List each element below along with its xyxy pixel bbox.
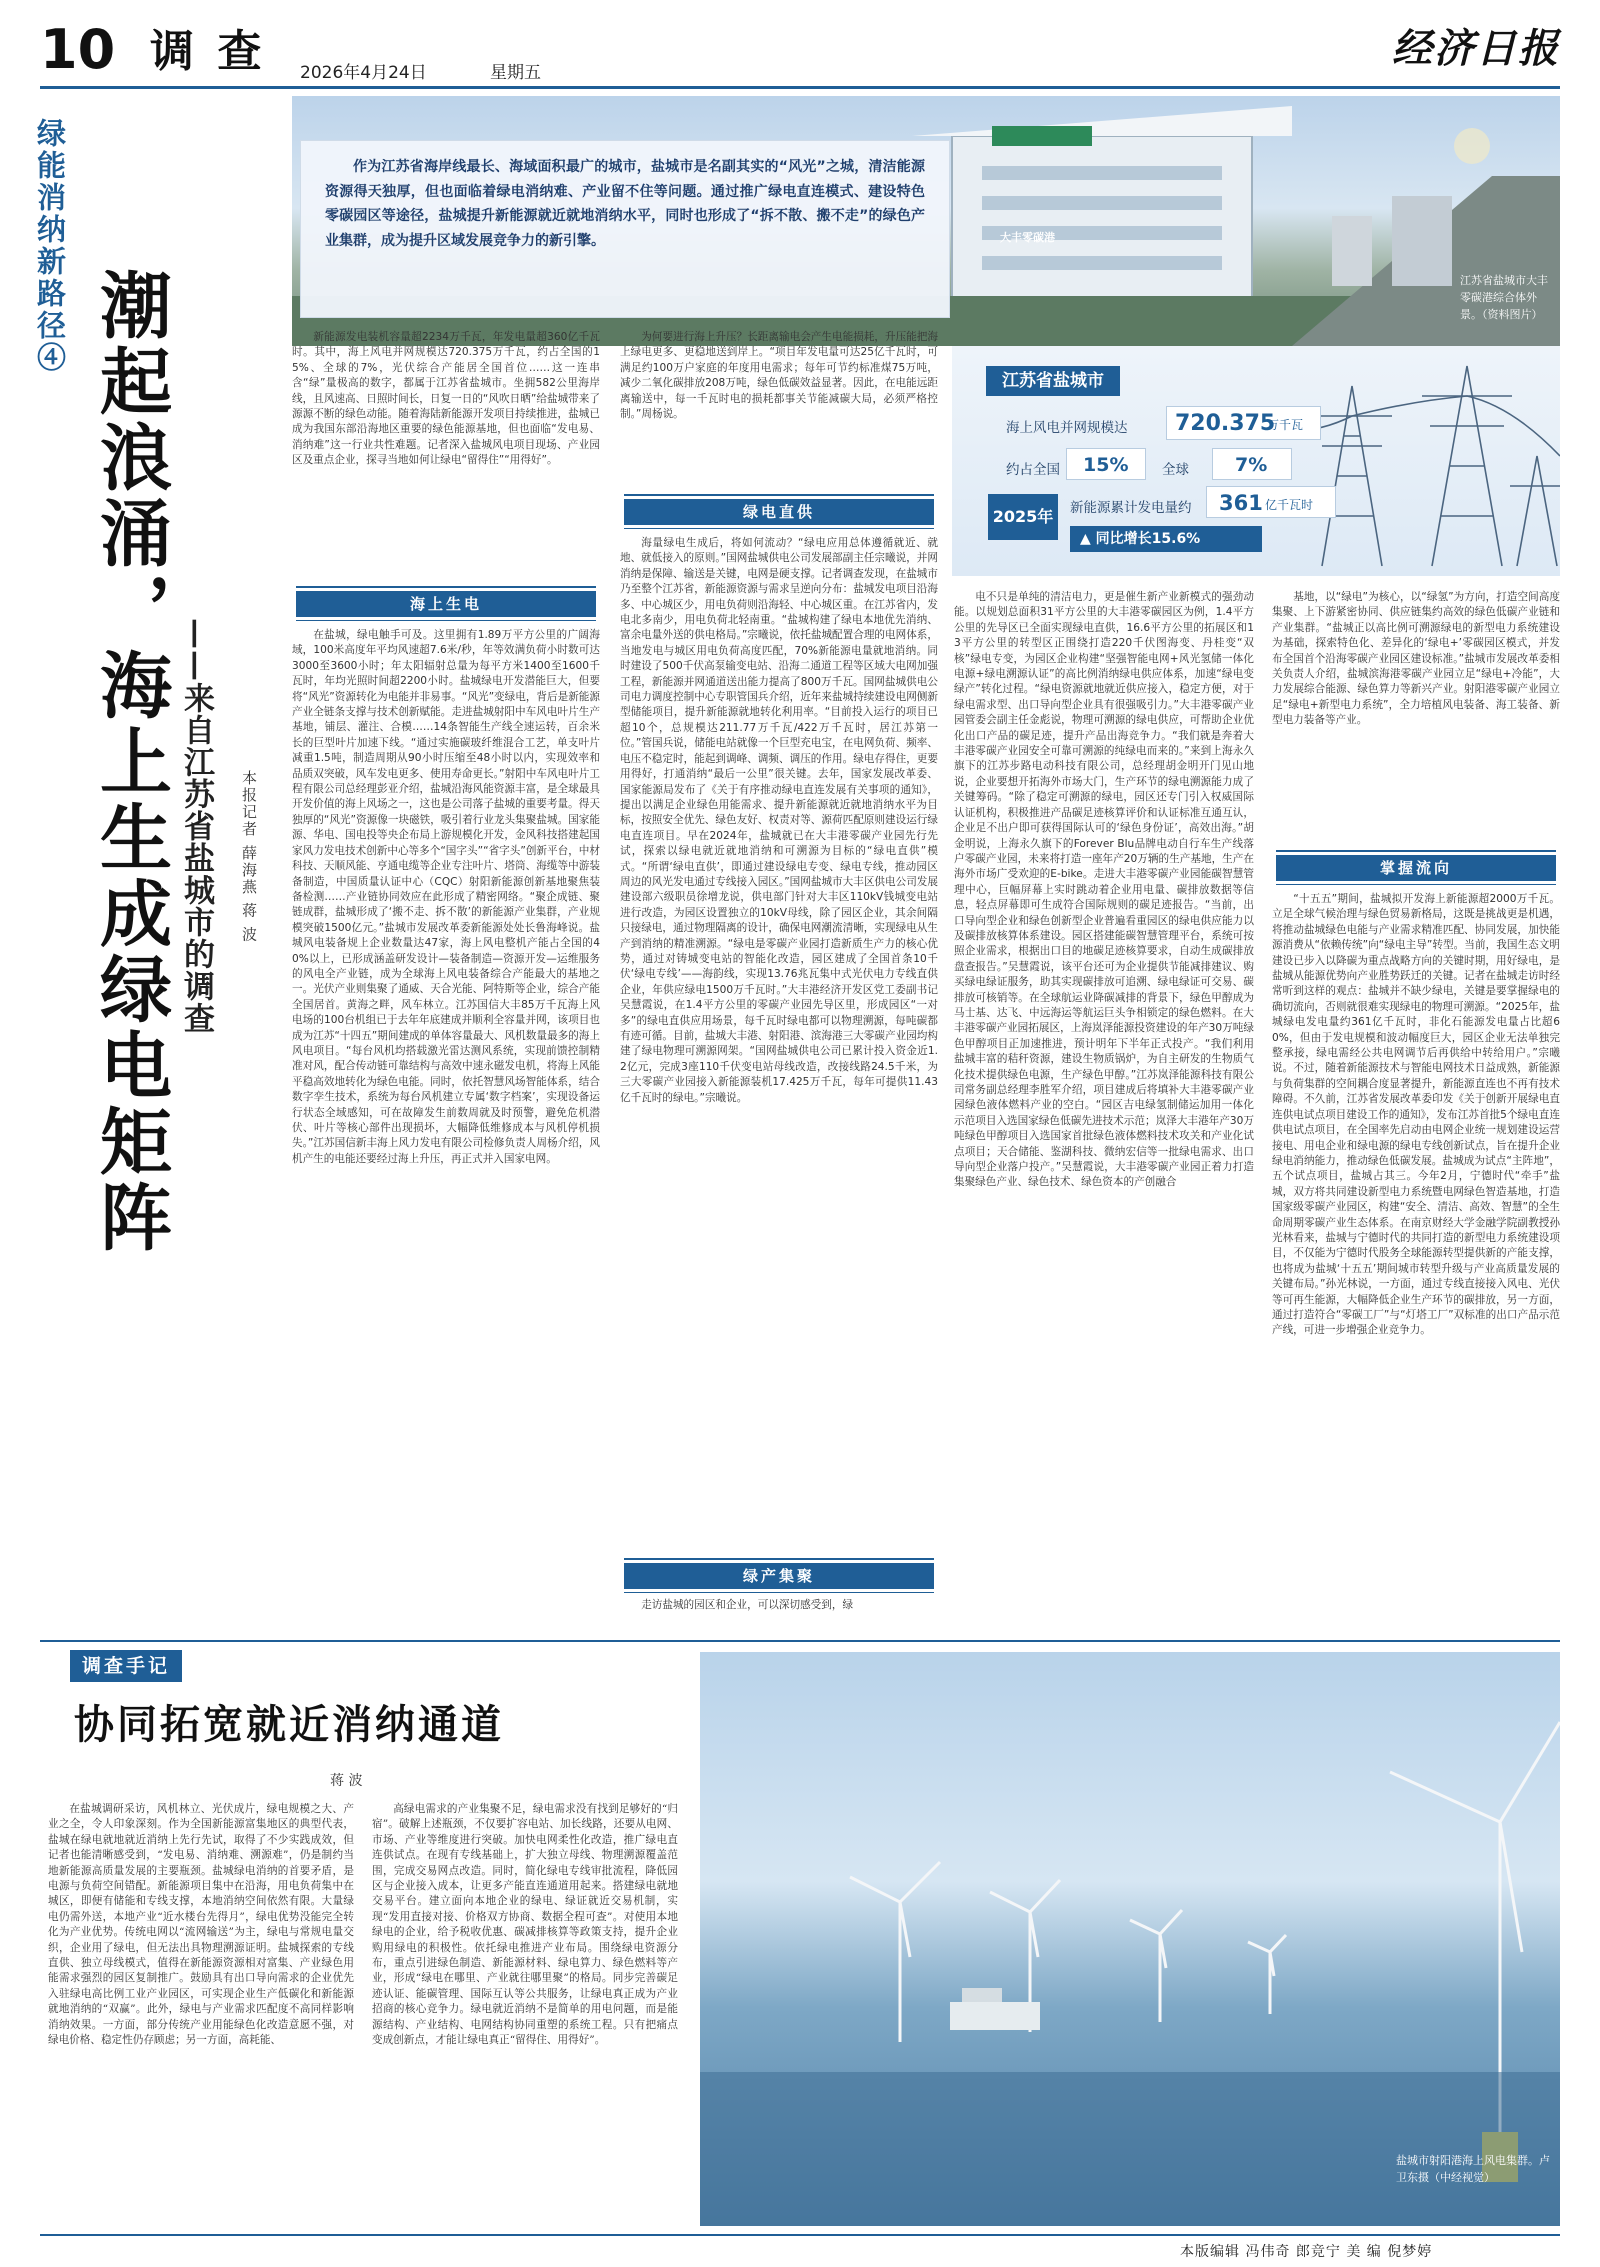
intro-box — [300, 140, 950, 318]
col1-bottom-text: 在盐城，绿电触手可及。这里拥有1.89万平方公里的广阔海域，100米高度年平均风速超7.6米/秒，年等效满负荷小时数可达3000至3600小时；年太阳辐射总量为每平方米1400至1600千瓦时，年均光照时间超2200小时。盐城绿电开发潜能巨大，但要将“风光”资源转化为电能并非易事。“风光”变绿电，背后是新能源产业全链条支撑与技术创新赋能。走进盐城射阳中车风电叶片生产基地，铺层、灌注、合模……14条智能生产线全速运转，百余米长的巨型叶片加速下线。“通过实施碳玻纤维混合工艺，单支叶片减重1.5吨，制造周期从90小时压缩至48小时以内，实现效率和品质双突破，风车发电更多、使用寿命更长。”射阳中车风电叶片工程有限公司总经理彭亚介绍，盐城沿海风能资源丰富，是全球最具开发价值的海上风场之一，这也是公司落子盐城的重要考量。得天独厚的“风光”资源像一块磁铁，吸引着行业龙头集聚盐城。国家能源、华电、国电投等央企布局上游规模化开发，金风科技搭建起国家风力发电技术创新中心等多个“国字头”“省字头”创新平台，中材科技、天顺风能、亨通电缆等企业专注叶片、塔筒、海缆等中游装备制造，中国质量认证中心（CQC）射阳新能源创新基地聚焦装备检测……产业链协同效应在此形成了精密网络。“聚企成链、聚链成群，盐城形成了‘搬不走、拆不散’的新能源产业集群，产业规模突破1500亿元。”盐城市发展改革委新能源处处长鲁海峰说。盐城风电装备规上企业数量达47家，海上风电整机产能占全国的40%以上，已形成涵盖研发设计—装备制造—资源开发—运维服务的风电全产业链，成为全球海上风电装备综合产能最大的基地之一。光伏产业则集聚了通威、天合光能、阿特斯等企业，综合产能全国居首。黄海之畔，风车林立。江苏国信大丰85万千瓦海上风电场的100台机组已于去年年底建成并顺利全容量并网，该项目也成为江苏“十四五”期间建成的单体容量最大、风机数量最多的海上风电项目。“每台风机均搭载激光雷达测风系统，实现前馈控制精准对风，配合传动链可靠结构与高效中速永磁发电机，将海上风能平稳高效地转化为绿色电能。同时，依托智慧风场智能体系，结合数字孪生技术，系统为每台风机建立专属‘数字档案’，实现设备运行状态全域感知，可在故障发生前数周就及时预警，避免危机潜伏、叶片等核心部件出现损坏，大幅降低维修成本与风机停机损失。”江苏国信新丰海上风力发电有限公司检修负责人周杨介绍，风机产生的电能还要经过海上升压，再正式并入国家电网。 — [292, 629, 600, 1165]
col4-bottom-text: “十五五”期间，盐城拟开发海上新能源超2000万千瓦。立足全球气候治理与绿色贸易新格局，这既是挑战更是机遇，将推动盐城绿色电能与产业需求精准匹配、协同发展，加快能源消费从“依赖传统”向“绿电主导”转型。当前，我国生态文明建设已步入以降碳为重点战略方向的关键时期，用好绿电，是盐城从能源优势向产业胜势跃迁的关键。记者在盐城走访时经常听到这样的观点：盐城并不缺少绿电，关键是要掌握绿电的确切流向，否则就很难实现绿电的物理可溯源。“2025年，盐城绿电发电量约361亿千瓦时，非化石能源发电量占比超60%，但由于发电规模和波动幅度巨大，园区企业无法单独完整承接，绿电需经公共电网调节后再供给中转给用户。”宗曦说。不过，随着新能源技术与智能电网技术日益成熟，新能源与负荷集群的空间耦合度显著提升，新能源直连也不再有技术障碍。不久前，江苏省发展改革委印发《关于创新开展绿电直连供电试点项目建设工作的通知》，发布江苏首批5个绿电直连供电试点项目，在全国率先启动由电网企业统一规划建设运营接电、用电企业和绿电源的绿电专线创新试点，旨在提升企业绿电消纳能力，推动绿色低碳发展。盐城成为试点“主阵地”，五个试点项目，盐城占其三。今年2月，宁德时代“牵手”盐城，双方将共同建设新型电力系统暨电网绿色智造基地，打造国家级零碳产业园区，构建“安全、清洁、高效、智慧”的全生命周期零碳产业生态体系。在南京财经大学金融学院副教授孙光林看来，盐城与宁德时代的共同打造的新型电力系统建设项目，不仅能为宁德时代股务全球能源转型提供新的产能支撑，也将成为盐城‘十五五’期间城市转型升级与产业高质量发展的关键布局。”孙光林说，一方面，通过专线直接接入风电、光伏等可再生能源，大幅降低企业生产环节的碳排放，另一方面，通过打造符合“零碳工厂”与“灯塔工厂”双标准的出口产品示范产线，可进一步增强企业竞争力。 — [1272, 893, 1560, 1337]
footer-credits: 本版编辑 冯伟奇 郎竞宁 美 编 倪梦婷 — [1180, 2244, 1433, 2260]
bottom-photo-caption: 盐城市射阳港海上风电集群。卢卫东摄（中经视觉） — [1396, 2154, 1550, 2184]
stat-offshore-value: 720.375 — [1175, 411, 1276, 436]
col1-top-text: 新能源发电装机容量超2234万千瓦，年发电量超360亿千瓦时。其中，海上风电并网规模达720.375万千瓦，约占全国的15%、全球的7%，光伏综合产能居全国首位……这一连串含“绿”量极高的数字，都属于江苏省盐城市。坐拥582公里海岸线，且风速高、日照时间长，日复一日的“风吹日晒”给盐城带来了源源不断的绿色动能。随着海陆新能源开发项目持续推进，盐城已成为我国东部沿海地区重要的绿色能源基地，但也面临“发电易、消纳难”这一行业共性难题。记者深入盐城风电项目现场、产业园区及重点企业，探寻当地如何让绿电“留得住”“用得好”。 — [292, 331, 600, 467]
headline-sub: ——来自江苏省盐城市的调查 — [178, 618, 214, 1034]
stat-growth-bar — [1070, 526, 1262, 552]
stat-global-label: 全球 — [1162, 462, 1189, 478]
page-number: 10 — [40, 18, 116, 81]
section-heading-3: 绿产集聚 — [624, 1563, 934, 1589]
notes-label: 调查手记 — [70, 1650, 182, 1682]
col2-bottom-text: 海量绿电生成后，将如何流动？“绿电应用总体遵循就近、就地、就低接入的原则。”国网盐城供电公司发展部副主任宗曦说，并网消纳是保障、输送是关键，电网是硬支撑。记者调查发现，在盐城市乃至整个江苏省，新能源资源与需求呈逆向分布：盐城发电项目沿海多、中心城区少，用电负荷则沿海轻、中心城区重。在江苏省内，发电北多南少，用电负荷北轻南重。“盐城构建了绿电本地优先消纳、富余电量外送的供电格局。”宗曦说，依托盐城配置合理的电网体系，当地发电与城区用电负荷高度匹配，70%新能源电量就地消纳。同时建设了500千伏高泵输变电站、沿海二通道工程等区域大电网加强工程，新能源并网通道送出能力提高了800万千瓦。国网盐城供电公司电力调度控制中心专职管国兵介绍，近年来盐城持续建设电网侧新型储能项目，提升新能源就地转化利用率。“目前投入运行的项目已超10个，总规模达211.77万千瓦/422万千瓦时，居江苏第一位。”管国兵说，储能电站就像一个巨型充电宝，在电网负荷、频率、电压不稳定时，能起到调峰、调频、调压的作用。绿电存得住，更要用得好，打通消纳“最后一公里”很关键。去年，国家发展改革委、国家能源局发布了《关于有序推动绿电直连发展有关事项的通知》，提出以满足企业绿色用能需求、提升新能源就近就地消纳水平为目标，按照安全优先、绿色友好、权责对等、源荷匹配原则建设运行绿电直连项目。早在2024年，盐城就已在大丰港零碳产业园先行先试，探索以绿电就近就地消纳和可溯源为目标的“绿电直供”模式。“所谓‘绿电直供’，即通过建设绿电专变、绿电专线，推动园区周边的风光发电通过专线接入园区。”国网盐城市大丰区供电公司发展建设部六级职员徐增龙说，供电部门针对大丰区110kV钱城变电站进行改造，为园区设置独立的10kV母线，除了园区企业，其余间隔只接绿电，通过物理隔离的设计，确保电网潮流清晰，实现绿电从生产到消纳的精准溯源。“绿电是零碳产业园打造新质生产力的核心优势，通过对铸城变电站的智能化改造，园区建成了全国首条10千伏‘绿电专线’——海韵线，实现13.76兆瓦集中式光伏电力专线直供企业，年供应绿电1500万千瓦时。”大丰港经济开发区党工委副书记吴慧霞说，在1.4平方公里的零碳产业园先导区里，形成园区“一对多”的绿电直供应用场景，每千瓦时绿电都可以物理溯源，每吨碳都有迹可循。目前，盐城大丰港、射阳港、滨海港三大零碳产业园均构建了绿电物理可溯源网架。“国网盐城供电公司已累计投入资金近1.2亿元，完成3座110千伏变电站母线改造，改接线路24.5千米，为三大零碳产业园接入新能源装机17.425万千瓦，每年可提供11.43亿千瓦时的绿电。”宗曦说。 — [620, 537, 938, 1104]
infobox-title: 江苏省盐城市 — [986, 366, 1120, 396]
masthead-rule — [40, 86, 1560, 89]
top-photo-caption: 江苏省盐城市大丰零碳港综合体外景。（资料图片） — [1460, 274, 1548, 321]
stat-growth-text: 同比增长15.6% — [1095, 531, 1201, 547]
masthead — [0, 0, 1600, 96]
section-heading-wrap-2 — [624, 494, 934, 529]
notes-title: 协同拓宽就近消纳通道 — [74, 1702, 504, 1748]
stat-global-box — [1212, 448, 1292, 480]
stat-offshore-label: 海上风电并网规模达 — [1006, 420, 1128, 436]
headline-main: 潮起浪涌，海上生成绿电矩阵 — [88, 268, 172, 1256]
bottom-photo — [700, 1652, 1560, 2226]
building-sign: 大丰零碳港 — [1000, 231, 1055, 244]
stat-offshore-box — [1166, 406, 1321, 440]
section-heading-wrap-4 — [1276, 850, 1556, 885]
stat-generation-box — [1206, 486, 1336, 518]
paper-logo: 经济日报 — [1392, 25, 1560, 72]
notes-col1-text: 在盐城调研采访，风机林立、光伏成片，绿电规模之大、产业之全，令人印象深刻。作为全国新能源富集地区的典型代表，盐城在绿电就地就近消纳上先行先试，取得了不少实践成效，但记者也能清晰感受到，“发电易、消纳难、溯源难”，仍是制约当地新能源高质量发展的主要瓶颈。盐城绿电消纳的首要矛盾，是电源与负荷空间错配。新能源项目集中在沿海，用电负荷集中在城区，即便有储能和专线支撑，本地消纳空间依然有限。大量绿电仍需外送，本地产业“近水楼台先得月”，绿电优势没能完全转化为产业优势。传统电网以“流网输送”为主，绿电与常规电量交织，企业用了绿电，但无法出具物理溯源证明。盐城探索的专线直供、独立母线模式，值得在新能源资源相对富集、产业绿色用能需求强烈的园区复制推广。鼓励具有出口导向需求的企业优先入驻绿电高比例工业产业园区，可实现企业生产低碳化和新能源就地消纳的“双赢”。此外，绿电与产业需求匹配度不高同样影响消纳效果。一方面，部分传统产业用能绿色化改造意愿不强，对绿电价格、稳定性仍存顾虑；另一方面，高耗能、 — [48, 1803, 354, 2047]
section-heading-1: 海上生电 — [296, 591, 596, 617]
intro-text: 作为江苏省海岸线最长、海域面积最广的城市，盐城市是名副其实的“风光”之城，清洁能源资源得天独厚，但也面临着绿电消纳难、产业留不住等问题。通过推广绿电直连模式、建设特色零碳园区等途径，盐城提升新能源就近就地消纳水平，同时也形成了“拆不散、搬不走”的绿色产业集群，成为提升区域发展竞争力的新引擎。 — [325, 159, 925, 249]
notes-author: 蒋 波 — [330, 1773, 363, 1789]
footer-rule — [40, 2234, 1560, 2236]
stat-national-label: 约占全国 — [1006, 462, 1060, 478]
wind-farm-art — [700, 1652, 1560, 2226]
byline: 本报记者 薛海燕 蒋 波 — [240, 770, 258, 944]
stat-year-badge: 2025年 — [988, 494, 1058, 540]
stat-generation-unit: 亿千瓦时 — [1265, 498, 1314, 512]
section-heading-2: 绿电直供 — [624, 499, 934, 525]
notes-divider — [40, 1640, 1560, 1642]
col2-top-text: 为何要进行海上升压？长距离输电会产生电能损耗，升压能把海上绿电更多、更稳地送到岸上。“项目年发电量可达25亿千瓦时，可满足约100万户家庭的年度用电需求；每年可节约标准煤75万吨，减少二氧化碳排放208万吨，绿色低碳效益显著。因此，在电能远距离输送中，每一千瓦时电的损耗都事关节能减碳大局，必须严格控制。”周杨说。 — [620, 331, 938, 421]
notes-col2-text: 高绿电需求的产业集聚不足，绿电需求没有找到足够好的“归宿”。破解上述瓶颈，不仅要扩容电站、加长线路，还要从电网、市场、产业等维度进行突破。加快电网柔性化改造，推广绿电直连供试点。在现有专线基础上，扩大独立母线、物理溯源覆盖范围，完成交易网点改造。同时，简化绿电专线审批流程，降低园区与企业接入成本，让更多产能直连通道用起来。搭建绿电就地交易平台。建立面向本地企业的绿电、绿证就近交易机制，实现“发用直接对接、价格双方协商、数据全程可查”。对使用本地绿电的企业，给予税收优惠、碳减排核算等政策支持，提升企业购用绿电的积极性。依托绿电推进产业布局。围绕绿电资源分布，重点引进绿色制造、新能源材料、绿电算力、绿色燃料等产业，形成“绿电在哪里、产业就往哪里聚”的格局。同步完善碳足迹认证、能碳管理、国际互认等公共服务，让绿电真正成为产业招商的核心竞争力。绿电就近消纳不是简单的用电问题，而是能源结构、产业结构、电网结构协同重塑的系统工程。只有把痛点变成创新点，才能让绿电真正“留得住、用得好”。 — [372, 1803, 678, 2047]
stat-generation-value: 361 — [1219, 491, 1263, 515]
col2-last-text: 走访盐城的园区和企业，可以深切感受到，绿 — [641, 1599, 854, 1611]
section-name: 调 查 — [150, 26, 266, 77]
col3-text: 电不只是单纯的清洁电力，更是催生新产业新模式的强劲动能。以规划总面积31平方公里的大丰港零碳园区为例，1.4平方公里的先导区已全面实现绿电直供，16.6平方公里的拓展区和13平方公里的转型区正围绕打造220千伏图海变、丹桂变“双核”绿电专变，为园区企业构建“坚强智能电网+风光氢储一体化电源+绿电溯源认证”的高比例消纳绿电供应体系，加速“绿电变绿产”转化过程。“绿电资源就地就近供应接入，稳定方便，对于绿电需求型、出口导向型企业具有很强吸引力。”大丰港零碳产业园管委会副主任金彪说，物理可溯源的绿电供应，可帮助企业优化出口产品的碳足迹，提升产品出海竞争力。“我们就是奔着大丰港零碳产业园安全可靠可溯源的纯绿电而来的。”来到上海永久旗下的江苏步路电动科技有限公司，总经理胡金明开门见山地说，企业要想开拓海外市场大门，生产环节的绿电溯源能力成了关键筹码。“除了稳定可溯源的绿电，园区还专门引入权威国际认证机构，积极推进产品碳足迹核算评价和认证标准互通互认，企业足不出户即可获得国际认可的‘绿色身份证’，高效出海。”胡金明说，上海永久旗下的Forever Blu品牌电动自行车生产线落户零碳产业园，未来将打造一座年产20万辆的生产基地，生产在海外市场广受欢迎的E-bike。走进大丰港零碳产业园能碳智慧管理中心，巨幅屏幕上实时跳动着企业用电量、碳排放数据等信息，轻点屏幕即可生成符合国际规则的碳足迹报告。“当前，出口导向型企业和绿色创新型企业普遍看重园区的绿电供应能力以及碳排放核算体系建设。园区搭建能碳智慧管理平台，系统可按照企业需求，根据出口目的地碳足迹核算要求，自动生成碳排放盘查报告。”吴慧霞说，该平台还可为企业提供节能减排建议、购买绿电绿证服务，助其实现碳排放可追溯、绿电绿证可交易、碳排放可核销等。在全球航运业降碳减排的背景下，绿色甲醇成为马士基、达飞、中远海运等航运巨头争相锁定的绿色燃料。在大丰港零碳产业园拓展区，上海岚泽能源投资建设的年产30万吨绿色甲醇项目正加速推进，预计明年下半年正式投产。“我们利用盐城丰富的秸秆资源，建设生物质锅炉，为自主研发的生物质气化技术提供绿色电源，生产绿色甲醇。”江苏岚泽能源科技有限公司常务副总经理李胜军介绍，项目建成后将填补大丰港零碳产业园绿色液体燃料产业的空白。“园区吉电绿氢制储运加用一体化示范项目入选国家绿色低碳先进技术示范；岚泽大丰港年产30万吨绿色甲醇项目入选国家首批绿色液体燃料技术攻关和产业化试点项目；天合储能、鉴湖科技、微纳宏信等一批绿电需求、出口导向型企业落户投产。”吴慧霞说，大丰港零碳产业园正着力打造集聚绿色产业、绿色技术、绿色资本的产创融合 — [954, 591, 1254, 1189]
up-arrow-icon: ▲ — [1080, 531, 1096, 547]
series-label: 绿能消纳新路径④ — [33, 118, 67, 374]
stat-generation-label: 新能源累计发电量约 — [1070, 500, 1192, 516]
stat-offshore-unit: 万千瓦 — [1267, 418, 1304, 432]
col4-top-text: 基地，以“绿电”为核心，以“绿氢”为方向，打造空间高度集聚、上下游紧密协同、供应链集约高效的绿色低碳产业链和产业集群。“盐城正以高比例可溯源绿电的新型电力系统建设为基础，探索特色化、差异化的‘绿电+’零碳园区模式，并发布全国首个沿海零碳产业园区建设标准。”盐城市发展改革委相关负责人介绍，盐城滨海港零碳产业园立足“绿电+冷能”，大力发展综合能源、绿色算力等新兴产业。射阳港零碳产业园立足“绿电+新型电力系统”，全力培植风电装备、海工装备、新型电力装备等产业。 — [1272, 591, 1560, 727]
issue-date: 2026年4月24日 — [300, 63, 427, 83]
stat-national-value: 15% — [1083, 454, 1129, 476]
issue-weekday: 星期五 — [490, 63, 541, 83]
section-heading-wrap-3 — [624, 1558, 934, 1593]
infobox — [952, 346, 1560, 576]
stat-national-box — [1066, 448, 1146, 480]
stat-global-value: 7% — [1235, 454, 1268, 476]
section-heading-4: 掌握流向 — [1276, 855, 1556, 881]
section-heading-wrap-1 — [296, 586, 596, 621]
